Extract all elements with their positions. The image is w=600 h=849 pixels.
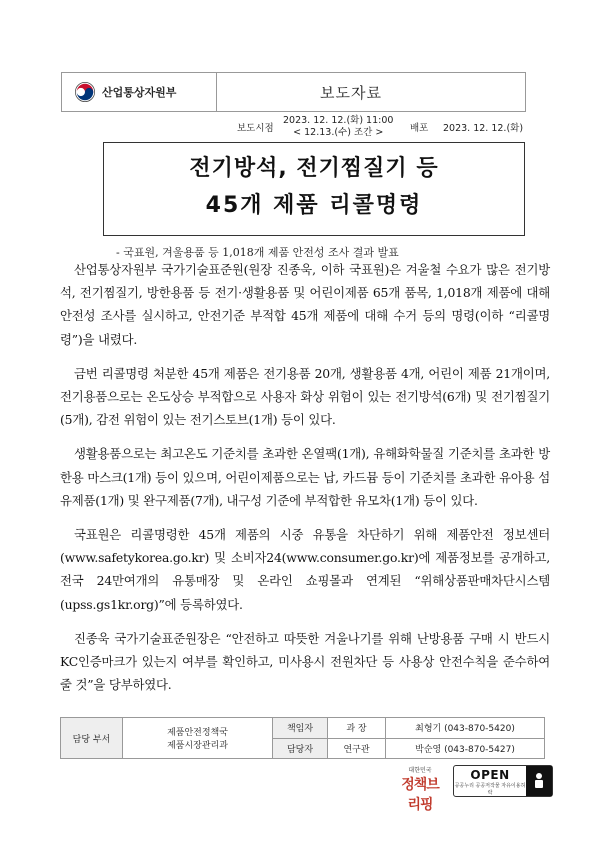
dept-name xyxy=(123,718,273,759)
kogl-open-logo: OPEN 공공누리 공공저작물 자유이용허락 xyxy=(453,765,553,797)
paragraph: 생활용품으로는 최고온도 기준치를 초과한 온열팩(1개), 유해화학물질 기준치를 초과한 방한용 마스크(1개) 등이 있으며, 어린이제품으로는 납, 카드뮴 등이 기준치를 초과한 유아용 섬유제품(1개) 및 완구제품(7개), 내구성 기준에 부적합한 유모차(1개) 등이 있다. xyxy=(60,446,550,508)
responsible-label: 책임자 xyxy=(273,718,328,739)
paragraph: 산업통상자원부 국가기술표준원(원장 진종욱, 이하 국표원)은 겨울철 수요가 많은 전기방석, 전기찜질기, 방한용품 등 전기·생활용품 및 어린이제품 65개 품목, 1,018개 제품에 대해 안전성 조사를 실시하고, 안전기준 부적합 45개 제품에 대해 수거 등의 명령(이하 “리콜명령”)을 내렸다. xyxy=(60,262,550,347)
ministry-logo xyxy=(62,73,217,111)
dept-name-line2: 제품시장관리과 xyxy=(167,741,228,751)
responsible-title: 과 장 xyxy=(328,718,386,739)
distribution-date: 2023. 12. 12.(화) xyxy=(443,123,524,134)
headline-line2: 45개 제품 리콜명령 xyxy=(205,193,423,218)
footer-logos xyxy=(395,763,565,813)
article-body xyxy=(60,258,550,707)
staff-contact: 박순영 (043-870-5427) xyxy=(386,738,545,759)
taegeuk-emblem-icon xyxy=(74,81,96,103)
release-time-line1: 2023. 12. 12.(화) 11:00 xyxy=(283,115,394,126)
paragraph: 금번 리콜명령 처분한 45개 제품은 전기용품 20개, 생활용품 4개, 어린이 제품 21개이며, 전기용품으로는 온도상승 부적합으로 사용자 화상 위험이 있는 전기방석(6개) 및 전기찜질기(5개), 감전 위험이 있는 전기스토브(1개) 등이 있다. xyxy=(60,365,550,428)
ministry-name: 산업통상자원부 xyxy=(102,86,177,99)
contact-table xyxy=(60,717,545,759)
header-box xyxy=(61,72,526,112)
attribution-icon xyxy=(526,766,552,796)
release-label: 보도시점 xyxy=(237,123,274,134)
dept-name-line1: 제품안전정책국 xyxy=(167,728,228,738)
staff-label: 담당자 xyxy=(273,738,328,759)
subheadline: - 국표원, 겨울용품 등 1,018개 제품 안전성 조사 결과 발표 xyxy=(116,246,399,259)
paragraph: 진종욱 국가기술표준원장은 “안전하고 따뜻한 겨울나기를 위해 난방용품 구매 시 반드시 KC인증마크가 있는지 여부를 확인하고, 미사용시 전원차단 등 사용상 안전수칙을 준수하여 줄 것”을 당부하였다. xyxy=(60,630,550,693)
document-type: 보도자료 xyxy=(320,83,382,102)
dept-label: 담당 부서 xyxy=(61,718,123,759)
responsible-contact: 최형기 (043-870-5420) xyxy=(386,718,545,739)
policy-briefing-logo: 대한민국 정책브리핑 xyxy=(401,767,439,813)
headline-box xyxy=(103,142,525,236)
release-info xyxy=(200,115,530,143)
headline-line1: 전기방석, 전기찜질기 등 xyxy=(189,156,439,181)
staff-title: 연구관 xyxy=(328,738,386,759)
paragraph: 국표원은 리콜명령한 45개 제품의 시중 유통을 차단하기 위해 제품안전 정보센터(www.safetykorea.go.kr) 및 소비자24(www.consumer.go.kr)에 제품정보를 공개하고, 전국 24만여개의 유통매장 및 온라인 쇼핑몰과 연계된 “위해상품판매차단시스템(upss.gs1kr.org)”에 등록하였다. xyxy=(60,527,550,612)
release-time xyxy=(283,115,393,139)
release-time-line2: < 12.13.(수) 조간 > xyxy=(293,127,384,138)
distribution-label: 배포 xyxy=(410,123,429,134)
